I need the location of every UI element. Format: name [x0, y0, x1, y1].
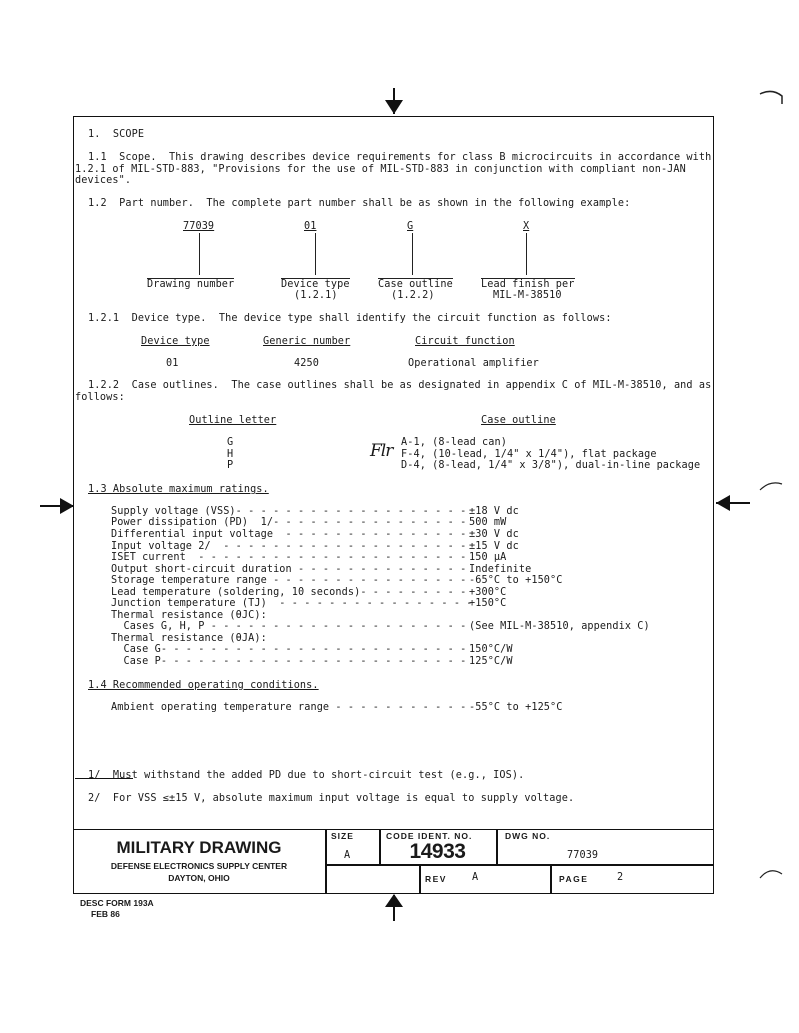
part-field-drawing: 77039 [183, 221, 215, 232]
part-label-lead: Lead finish per [481, 279, 575, 290]
rating-value: 150°C/W [469, 644, 513, 655]
part-field-lead: X [523, 221, 530, 232]
rating-value: 500 mW [469, 517, 507, 528]
rating-value: 125°C/W [469, 656, 513, 667]
binder-hole-mark-icon [758, 88, 784, 106]
top-registration-arrow-icon [383, 88, 405, 116]
page-label: PAGE [559, 874, 589, 884]
rating-value: (See MIL-M-38510, appendix C) [469, 621, 650, 632]
outline-table-header: Outline letter [189, 415, 277, 426]
part-label-drawing: Drawing number [147, 279, 235, 290]
paragraph-1-1: 1.1 Scope. This drawing describes device requirements for class B microcircuits in accordance with [88, 152, 712, 163]
operating-value: -55°C to +125°C [469, 702, 563, 713]
rating-label: Thermal resistance (θJC): [111, 610, 267, 621]
city: DAYTON, OHIO [168, 873, 230, 883]
rating-label: Lead temperature (soldering, 10 seconds)- - - - - - - - - [111, 587, 467, 598]
dwg-no-label: DWG NO. [505, 831, 551, 841]
drawing-title: MILITARY DRAWING [116, 838, 282, 857]
rating-label: Storage temperature range - - - - - - - - - - - - - - - - [111, 575, 467, 586]
part-label-case: Case outline [378, 279, 453, 290]
device-table-header: Generic number [263, 336, 351, 347]
rating-value: ±15 V dc [469, 541, 519, 552]
rating-value: +150°C [469, 598, 507, 609]
footnote-2: 2/ For VSS ≤±15 V, absolute maximum input voltage is equal to supply voltage. [88, 793, 575, 804]
rating-value: -65°C to +150°C [469, 575, 563, 586]
rating-label: Input voltage 2/ - - - - - - - - - - - - - - - - - - - - [111, 541, 467, 552]
outline-letter: H [227, 449, 234, 460]
divider [419, 865, 421, 894]
tree-connector [412, 233, 413, 275]
size-label: SIZE [331, 831, 354, 841]
rating-label: Differential input voltage - - - - - - - - - - - - - - - [111, 529, 467, 540]
rating-label: Case G- - - - - - - - - - - - - - - - - - - - - - - - - [111, 644, 467, 655]
divider [496, 829, 498, 865]
device-table-header: Device type [141, 336, 210, 347]
page-value: 2 [617, 872, 624, 883]
rating-value: ±30 V dc [469, 529, 519, 540]
rating-label: Power dissipation (PD) 1/- - - - - - - - - - - - - - - - [111, 517, 467, 528]
paragraph-1-2-2: follows: [75, 392, 125, 403]
device-table-header: Circuit function [415, 336, 515, 347]
operating-label: Ambient operating temperature range - - - - - - - - - - - [111, 702, 467, 713]
section-heading: 1. SCOPE [88, 129, 145, 140]
part-field-case: G [407, 221, 414, 232]
device-table-cell: 01 [166, 358, 179, 369]
case-outline: F-4, (10-lead, 1/4" x 1/4"), flat package [401, 449, 657, 460]
tree-connector [526, 233, 527, 275]
code-ident-label: CODE IDENT. NO. [386, 831, 473, 841]
device-table-cell: 4250 [294, 358, 319, 369]
code-ident-value: 14933 [409, 840, 466, 863]
part-label-device: Device type [281, 279, 350, 290]
binder-hole-mark-icon [758, 480, 784, 494]
rating-label: Case P- - - - - - - - - - - - - - - - - - - - - - - - - [111, 656, 467, 667]
rating-value: Indefinite [469, 564, 532, 575]
paragraph-1-2: 1.2 Part number. The complete part number shall be as shown in the following example: [88, 198, 631, 209]
right-registration-arrow-icon [714, 493, 750, 513]
outline-letter: G [227, 437, 234, 448]
paragraph-1-1: 1.2.1 of MIL-STD-883, "Provisions for the use of MIL-STD-883 in conjunction with compliant non-JAN [75, 164, 686, 175]
part-sublabel-lead: MIL-M-38510 [493, 290, 562, 301]
outline-table-header: Case outline [481, 415, 556, 426]
divider [325, 829, 327, 894]
rating-label: ISET current - - - - - - - - - - - - - - - - - - - - - - [111, 552, 467, 563]
part-sublabel-case: (1.2.2) [391, 290, 435, 301]
dwg-no-value: 77039 [567, 850, 599, 861]
paragraph-1-2-1: 1.2.1 Device type. The device type shall identify the circuit function as follows: [88, 313, 612, 324]
outline-letter: P [227, 460, 234, 471]
form-number: DESC FORM 193A [80, 898, 154, 908]
part-sublabel-device: (1.2.1) [294, 290, 338, 301]
paragraph-1-2-2: 1.2.2 Case outlines. The case outlines shall be as designated in appendix C of MIL-M-38510, and as [88, 380, 712, 391]
paragraph-1-1: devices". [75, 175, 132, 186]
paragraph-1-3: 1.3 Absolute maximum ratings. [88, 484, 269, 495]
rating-value: 150 µA [469, 552, 507, 563]
rating-value: ±18 V dc [469, 506, 519, 517]
rev-label: REV [425, 874, 447, 884]
paragraph-1-4: 1.4 Recommended operating conditions. [88, 680, 319, 691]
divider [550, 865, 552, 894]
part-field-device: 01 [304, 221, 317, 232]
left-registration-arrow-icon [40, 496, 76, 516]
binder-hole-mark-icon [758, 866, 784, 882]
rev-value: A [472, 872, 479, 883]
case-outline: D-4, (8-lead, 1/4" x 3/8"), dual-in-line package [401, 460, 701, 471]
rating-label: Output short-circuit duration - - - - - - - - - - - - - - [111, 564, 467, 575]
tree-connector [315, 233, 316, 275]
form-date: FEB 86 [91, 909, 120, 919]
rating-value: +300°C [469, 587, 507, 598]
organization: DEFENSE ELECTRONICS SUPPLY CENTER [110, 861, 288, 871]
footnote-1: 1/ Must withstand the added PD due to short-circuit test (e.g., IOS). [88, 770, 525, 781]
bottom-registration-arrow-icon [383, 893, 405, 921]
tree-connector [199, 233, 200, 275]
divider [325, 864, 714, 866]
size-value: A [344, 850, 351, 861]
handwritten-note: Flr [370, 441, 393, 461]
rating-label: Cases G, H, P - - - - - - - - - - - - - - - - - - - - - [111, 621, 467, 632]
case-outline: A-1, (8-lead can) [401, 437, 507, 448]
device-table-cell: Operational amplifier [408, 358, 539, 369]
rating-label: Thermal resistance (θJA): [111, 633, 267, 644]
rating-label: Supply voltage (VSS)- - - - - - - - - - - - - - - - - - - [111, 506, 467, 517]
rating-label: Junction temperature (TJ) - - - - - - - - - - - - - - - - [111, 598, 473, 609]
